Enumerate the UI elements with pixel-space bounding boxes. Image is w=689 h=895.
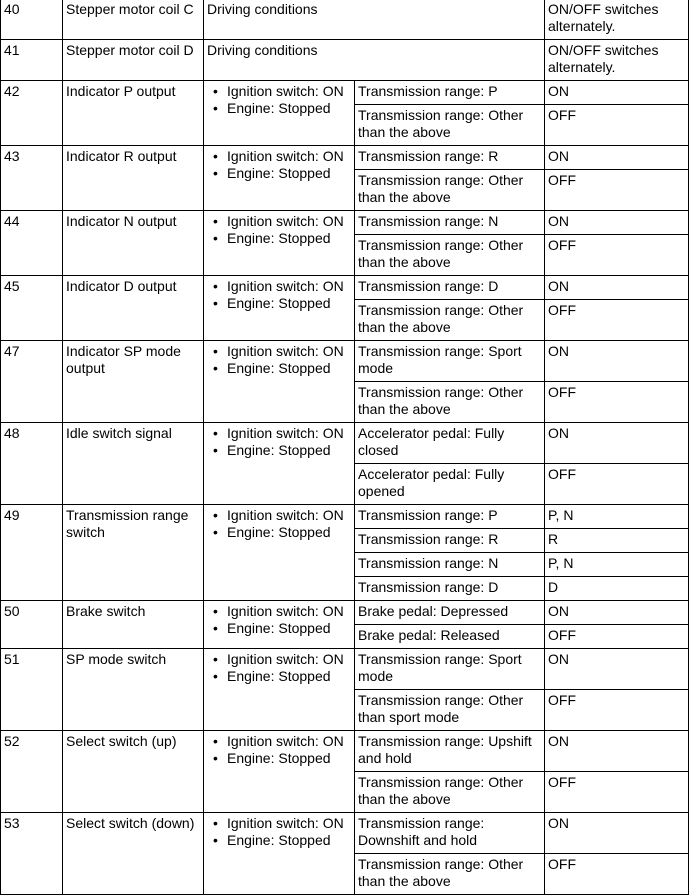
condition-item xyxy=(213,733,351,750)
state-cell: Transmission range: Sport mode xyxy=(355,341,545,382)
bullet-icon: • xyxy=(213,148,218,164)
condition-list xyxy=(207,343,351,377)
result-value: OFF xyxy=(545,625,689,649)
condition-cell xyxy=(204,81,355,146)
bullet-icon: • xyxy=(213,360,218,376)
result-value: R xyxy=(545,529,689,553)
condition-item xyxy=(213,442,351,459)
condition-text: Ignition switch: ON xyxy=(227,83,344,99)
condition-text: Engine: Stopped xyxy=(227,668,331,684)
item-number: 47 xyxy=(1,341,63,423)
condition-list xyxy=(207,507,351,541)
result-value: OFF xyxy=(545,690,689,731)
condition-text: Ignition switch: ON xyxy=(227,815,344,831)
condition-item xyxy=(213,750,351,767)
item-name: Stepper motor coil D xyxy=(63,40,204,81)
condition-cell xyxy=(204,211,355,276)
result-value: ON xyxy=(545,423,689,464)
bullet-icon: • xyxy=(213,750,218,766)
condition-list xyxy=(207,733,351,767)
result-value: OFF xyxy=(545,772,689,813)
table-row xyxy=(1,423,689,464)
condition-item xyxy=(213,83,351,100)
state-cell: Transmission range: P xyxy=(355,505,545,529)
result-value: ON xyxy=(545,813,689,854)
bullet-icon: • xyxy=(213,651,218,667)
condition-cell xyxy=(204,601,355,649)
state-cell: Transmission range: Other than the above xyxy=(355,382,545,423)
bullet-icon: • xyxy=(213,83,218,99)
condition-item xyxy=(213,507,351,524)
table-row xyxy=(1,731,689,772)
condition-text: Engine: Stopped xyxy=(227,230,331,246)
item-name: Select switch (down) xyxy=(63,813,204,895)
item-number: 52 xyxy=(1,731,63,813)
result-value: ON xyxy=(545,146,689,170)
table-row xyxy=(1,146,689,170)
condition-list xyxy=(207,603,351,637)
item-name: Idle switch signal xyxy=(63,423,204,505)
item-number: 41 xyxy=(1,40,63,81)
condition-item xyxy=(213,100,351,117)
item-number: 48 xyxy=(1,423,63,505)
state-cell: Transmission range: Other than the above xyxy=(355,854,545,895)
state-cell: Accelerator pedal: Fully closed xyxy=(355,423,545,464)
result-value: ON/OFF switches alternately. xyxy=(545,40,689,81)
table-row xyxy=(1,211,689,235)
result-value: ON xyxy=(545,276,689,300)
bullet-icon: • xyxy=(213,278,218,294)
item-number: 40 xyxy=(1,0,63,40)
state-cell: Transmission range: R xyxy=(355,146,545,170)
state-cell: Transmission range: Upshift and hold xyxy=(355,731,545,772)
condition-item xyxy=(213,148,351,165)
condition-list xyxy=(207,83,351,117)
result-value: ON xyxy=(545,601,689,625)
condition-cell xyxy=(204,146,355,211)
result-value: OFF xyxy=(545,464,689,505)
state-cell: Transmission range: P xyxy=(355,81,545,105)
condition-text: Engine: Stopped xyxy=(227,360,331,376)
result-value: P, N xyxy=(545,505,689,529)
condition-text: Ignition switch: ON xyxy=(227,213,344,229)
item-name: SP mode switch xyxy=(63,649,204,731)
state-cell: Transmission range: D xyxy=(355,577,545,601)
table-row xyxy=(1,649,689,690)
condition-text: Engine: Stopped xyxy=(227,165,331,181)
result-value: ON xyxy=(545,211,689,235)
condition-list xyxy=(207,278,351,312)
condition-text: Ignition switch: ON xyxy=(227,278,344,294)
bullet-icon: • xyxy=(213,343,218,359)
item-name: Indicator D output xyxy=(63,276,204,341)
condition-text: Engine: Stopped xyxy=(227,295,331,311)
result-value: D xyxy=(545,577,689,601)
condition-text: Engine: Stopped xyxy=(227,832,331,848)
item-name: Indicator N output xyxy=(63,211,204,276)
condition-cell xyxy=(204,423,355,505)
result-value: ON xyxy=(545,341,689,382)
condition-item xyxy=(213,230,351,247)
condition-item xyxy=(213,165,351,182)
table-body xyxy=(1,0,689,895)
result-value: OFF xyxy=(545,382,689,423)
result-value: ON/OFF switches alternately. xyxy=(545,0,689,40)
bullet-icon: • xyxy=(213,230,218,246)
state-cell: Transmission range: Downshift and hold xyxy=(355,813,545,854)
condition-text: Engine: Stopped xyxy=(227,442,331,458)
condition-item xyxy=(213,524,351,541)
condition-item xyxy=(213,213,351,230)
result-value: P, N xyxy=(545,553,689,577)
condition-text: Ignition switch: ON xyxy=(227,733,344,749)
condition-item xyxy=(213,832,351,849)
bullet-icon: • xyxy=(213,425,218,441)
bullet-icon: • xyxy=(213,213,218,229)
item-name: Stepper motor coil C xyxy=(63,0,204,40)
condition-cell xyxy=(204,341,355,423)
state-cell: Brake pedal: Depressed xyxy=(355,601,545,625)
condition-list xyxy=(207,425,351,459)
condition-list xyxy=(207,213,351,247)
condition-list xyxy=(207,815,351,849)
state-cell: Brake pedal: Released xyxy=(355,625,545,649)
item-number: 42 xyxy=(1,81,63,146)
table-row xyxy=(1,341,689,382)
condition-text: Ignition switch: ON xyxy=(227,148,344,164)
bullet-icon: • xyxy=(213,524,218,540)
condition-text: Engine: Stopped xyxy=(227,100,331,116)
bullet-icon: • xyxy=(213,603,218,619)
condition-item xyxy=(213,668,351,685)
bullet-icon: • xyxy=(213,668,218,684)
condition-cell xyxy=(204,505,355,601)
result-value: ON xyxy=(545,649,689,690)
state-cell: Transmission range: Other than the above xyxy=(355,772,545,813)
condition-list xyxy=(207,148,351,182)
item-number: 44 xyxy=(1,211,63,276)
state-cell: Transmission range: Other than the above xyxy=(355,235,545,276)
item-name: Indicator SP mode output xyxy=(63,341,204,423)
condition-item xyxy=(213,343,351,360)
condition-text: Ignition switch: ON xyxy=(227,425,344,441)
condition-item xyxy=(213,620,351,637)
table-row xyxy=(1,601,689,625)
condition-text: Ignition switch: ON xyxy=(227,651,344,667)
item-name: Indicator R output xyxy=(63,146,204,211)
item-number: 50 xyxy=(1,601,63,649)
item-name: Transmission range switch xyxy=(63,505,204,601)
condition-cell xyxy=(204,649,355,731)
state-cell: Transmission range: N xyxy=(355,553,545,577)
table-row xyxy=(1,813,689,854)
item-name: Indicator P output xyxy=(63,81,204,146)
item-number: 53 xyxy=(1,813,63,895)
condition-text: Engine: Stopped xyxy=(227,750,331,766)
state-cell: Transmission range: Other than sport mode xyxy=(355,690,545,731)
condition-cell xyxy=(204,731,355,813)
item-name: Brake switch xyxy=(63,601,204,649)
condition-item xyxy=(213,278,351,295)
condition-cell: Driving conditions xyxy=(204,40,545,81)
state-cell: Transmission range: R xyxy=(355,529,545,553)
condition-list xyxy=(207,651,351,685)
condition-text: Engine: Stopped xyxy=(227,524,331,540)
table-row xyxy=(1,81,689,105)
bullet-icon: • xyxy=(213,165,218,181)
result-value: OFF xyxy=(545,300,689,341)
item-number: 51 xyxy=(1,649,63,731)
bullet-icon: • xyxy=(213,442,218,458)
item-number: 43 xyxy=(1,146,63,211)
condition-item xyxy=(213,651,351,668)
state-cell: Accelerator pedal: Fully opened xyxy=(355,464,545,505)
condition-text: Ignition switch: ON xyxy=(227,603,344,619)
item-number: 45 xyxy=(1,276,63,341)
table-row xyxy=(1,276,689,300)
table-row xyxy=(1,505,689,529)
result-value: OFF xyxy=(545,854,689,895)
result-value: ON xyxy=(545,81,689,105)
item-name: Select switch (up) xyxy=(63,731,204,813)
result-value: OFF xyxy=(545,235,689,276)
condition-text: Engine: Stopped xyxy=(227,620,331,636)
result-value: ON xyxy=(545,731,689,772)
condition-cell: Driving conditions xyxy=(204,0,545,40)
bullet-icon: • xyxy=(213,815,218,831)
table-row xyxy=(1,40,689,81)
bullet-icon: • xyxy=(213,295,218,311)
bullet-icon: • xyxy=(213,507,218,523)
result-value: OFF xyxy=(545,170,689,211)
condition-item xyxy=(213,603,351,620)
condition-item xyxy=(213,815,351,832)
state-cell: Transmission range: Sport mode xyxy=(355,649,545,690)
bullet-icon: • xyxy=(213,832,218,848)
condition-item xyxy=(213,295,351,312)
bullet-icon: • xyxy=(213,620,218,636)
result-value: OFF xyxy=(545,105,689,146)
condition-text: Ignition switch: ON xyxy=(227,507,344,523)
state-cell: Transmission range: Other than the above xyxy=(355,105,545,146)
bullet-icon: • xyxy=(213,733,218,749)
item-number: 49 xyxy=(1,505,63,601)
state-cell: Transmission range: N xyxy=(355,211,545,235)
condition-item xyxy=(213,360,351,377)
state-cell: Transmission range: Other than the above xyxy=(355,300,545,341)
condition-cell xyxy=(204,813,355,895)
table-row xyxy=(1,0,689,40)
condition-cell xyxy=(204,276,355,341)
bullet-icon: • xyxy=(213,100,218,116)
condition-text: Ignition switch: ON xyxy=(227,343,344,359)
condition-item xyxy=(213,425,351,442)
state-cell: Transmission range: D xyxy=(355,276,545,300)
state-cell: Transmission range: Other than the above xyxy=(355,170,545,211)
